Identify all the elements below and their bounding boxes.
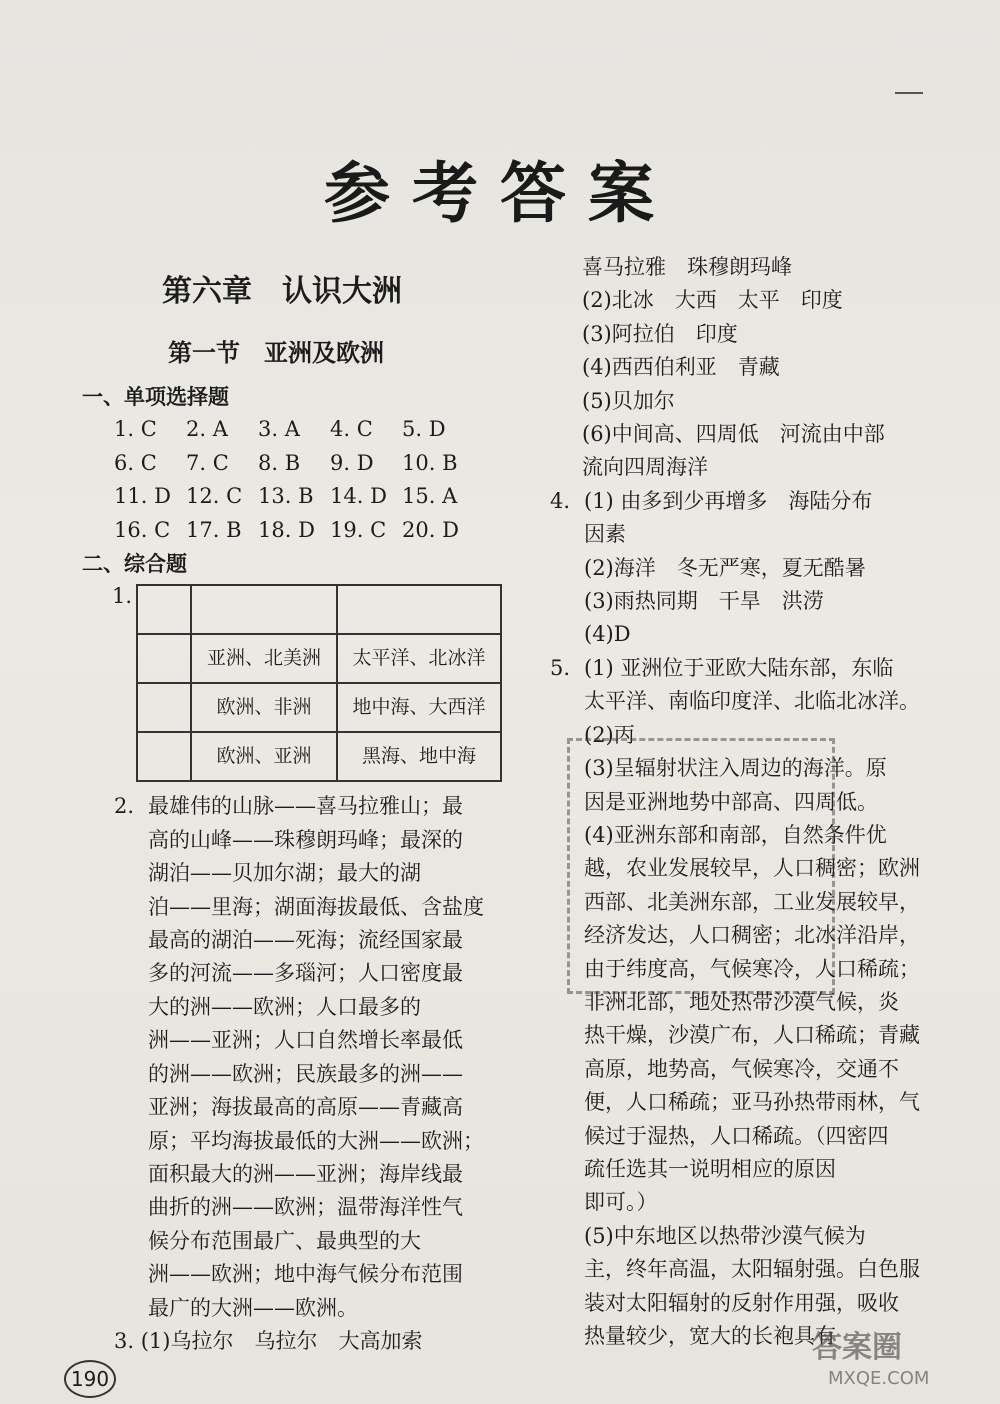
- q5-line: 疏任选其一说明相应的原因: [584, 1156, 836, 1181]
- table-cell: [137, 683, 191, 732]
- q5-line: 因是亚洲地势中部高、四周低。: [584, 789, 878, 814]
- q2-block: [114, 790, 502, 1325]
- answer-line: (6)中间高、四周低 河流由中部: [582, 422, 885, 447]
- q4-line: (1) 由多到少再增多 海陆分布: [584, 488, 873, 513]
- q2-line: 的洲——欧洲；民族最多的洲——: [148, 1061, 463, 1086]
- q5-line: 由于纬度高，气候寒冷，人口稀疏；: [584, 956, 920, 981]
- mc-answer: 15. A: [402, 484, 458, 509]
- q2-number: 2.: [114, 794, 135, 819]
- mc-answer: 3. A: [258, 417, 300, 442]
- q1-block: [112, 580, 502, 782]
- table-cell: [137, 732, 191, 781]
- q5-line: 热量较少，宽大的长袍具有: [584, 1324, 836, 1348]
- q5-line: (1) 亚洲位于亚欧大陆东部，东临: [584, 655, 894, 680]
- q5-number: 5.: [550, 655, 571, 680]
- answer-line: 流向四周海洋: [582, 455, 708, 480]
- mc-answer: 13. B: [258, 484, 314, 509]
- q2-line: 洲——欧洲；地中海气候分布范围: [148, 1262, 463, 1287]
- table-row: [137, 683, 501, 732]
- mc-answer: 14. D: [330, 484, 387, 509]
- q5-line: (3)呈辐射状注入周边的海洋。原: [584, 756, 887, 781]
- mc-answer: 17. B: [186, 517, 242, 542]
- q5-line: (4)亚洲东部和南部，自然条件优: [584, 822, 887, 847]
- q5-line: 主，终年高温，太阳辐射强。白色服: [584, 1257, 920, 1282]
- mc-answer: 18. D: [258, 517, 315, 542]
- table-cell: 欧洲、非洲: [191, 683, 337, 732]
- q4-number: 4.: [550, 488, 571, 513]
- q2-line: 最高的湖泊——死海；流经国家最: [148, 928, 463, 953]
- q2-text: [148, 790, 502, 1325]
- part1-heading: 一、单项选择题: [82, 384, 229, 409]
- mc-answer: 6. C: [114, 450, 157, 475]
- top-rule: [895, 92, 923, 94]
- q2-line: 最广的大洲——欧洲。: [148, 1295, 358, 1320]
- q4-block: [550, 485, 950, 652]
- answer-line: (2)北冰 大西 太平 印度: [582, 288, 843, 313]
- q5-line: 太平洋、南临印度洋、北临北冰洋。: [584, 689, 920, 714]
- q3-line: 3. (1)乌拉尔 乌拉尔 大高加索: [114, 1328, 423, 1353]
- mc-answer: 4. C: [330, 417, 373, 442]
- page-title: 参考答案: [324, 154, 676, 232]
- page-number: 190: [64, 1360, 116, 1398]
- watermark-url: MXQE.COM: [828, 1368, 930, 1389]
- watermark-logo: 答案圈: [812, 1330, 902, 1365]
- mc-answer: 20. D: [402, 517, 459, 542]
- answer-line: 喜马拉雅 珠穆朗玛峰: [582, 255, 792, 279]
- table-cell: 欧洲、亚洲: [191, 732, 337, 781]
- mc-answer: 19. C: [330, 517, 387, 542]
- q2-line: 洲——亚洲；人口自然增长率最低: [148, 1028, 463, 1053]
- table-cell: 亚洲、北美洲: [191, 634, 337, 683]
- q5-line: (5)中东地区以热带沙漠气候为: [584, 1223, 866, 1248]
- answer-line: (4)西西伯利亚 青藏: [582, 355, 780, 380]
- q4-line: (2)海洋 冬无严寒，夏无酷暑: [584, 555, 866, 580]
- q5-line: 越，农业发展较早，人口稠密；欧洲: [584, 856, 920, 881]
- q2-line: 面积最大的洲——亚洲；海岸线最: [148, 1161, 463, 1186]
- q2-line: 曲折的洲——欧洲；温带海洋性气: [148, 1195, 463, 1220]
- q2-line: 多的河流——多瑙河；人口密度最: [148, 961, 463, 986]
- q2-line: 大的洲——欧洲；人口最多的: [148, 994, 421, 1019]
- table-cell: [137, 585, 191, 634]
- table-row: [137, 732, 501, 781]
- stamp-mark: [567, 738, 835, 994]
- q2-line: 泊——里海；湖面海拔最低、含盐度: [148, 894, 484, 919]
- table-cell: [137, 634, 191, 683]
- q1-table: [136, 584, 502, 782]
- table-cell: [191, 585, 337, 634]
- q2-line: 亚洲；海拔最高的高原——青藏高: [148, 1095, 463, 1120]
- q5-line: 装对太阳辐射的反射作用强，吸收: [584, 1290, 899, 1315]
- q4-text: [584, 485, 950, 652]
- table-cell: 太平洋、北冰洋: [337, 634, 501, 683]
- mc-answers: [114, 413, 502, 547]
- q5-line: 经济发达，人口稠密；北冰洋沿岸，: [584, 923, 920, 948]
- q5-line: 候过于湿热，人口稀疏。（四密四: [584, 1123, 889, 1148]
- mc-answer: 1. C: [114, 417, 157, 442]
- table-cell: [337, 585, 501, 634]
- part2-heading: 二、综合题: [82, 551, 187, 577]
- answer-line: (5)贝加尔: [582, 388, 675, 413]
- mc-answer: 12. C: [186, 484, 243, 509]
- mc-answer: 10. B: [402, 450, 458, 475]
- table-cell: 地中海、大西洋: [337, 683, 501, 732]
- mc-answer: 7. C: [186, 450, 229, 475]
- section-heading: 第一节 亚洲及欧洲: [168, 338, 384, 367]
- q4-line: (3)雨热同期 干旱 洪涝: [584, 589, 824, 614]
- q5-line: 热干燥，沙漠广布，人口稀疏；青藏: [584, 1023, 920, 1048]
- q4-line: 因素: [584, 522, 626, 547]
- q2-line: 原；平均海拔最低的大洲——欧洲；: [148, 1128, 484, 1153]
- q2-line: 最雄伟的山脉——喜马拉雅山；最: [148, 794, 463, 819]
- q5-line: 便，人口稀疏；亚马孙热带雨林，气: [584, 1090, 920, 1115]
- mc-answer: 2. A: [186, 417, 228, 442]
- mc-answer: 5. D: [402, 417, 446, 442]
- left-column: [82, 380, 502, 1358]
- q2-line: 湖泊——贝加尔湖；最大的湖: [148, 861, 421, 886]
- mc-answer: 8. B: [258, 450, 301, 475]
- table-cell: 黑海、地中海: [337, 732, 501, 781]
- chapter-heading: 第六章 认识大洲: [162, 274, 402, 309]
- q5-line: 即可。）: [584, 1190, 658, 1215]
- q5-line: (2)丙: [584, 722, 635, 747]
- mc-answer: 11. D: [114, 484, 171, 509]
- q2-line: 高的山峰——珠穆朗玛峰；最深的: [148, 827, 463, 852]
- mc-answer: 16. C: [114, 517, 171, 542]
- answer-line: (3)阿拉伯 印度: [582, 321, 738, 346]
- q1-number: 1.: [112, 584, 133, 609]
- q5-line: 高原，地势高，气候寒冷，交通不: [584, 1056, 899, 1081]
- table-row: [137, 585, 501, 634]
- q2-line: 候分布范围最广、最典型的大: [148, 1228, 421, 1253]
- q3-continued: [582, 251, 950, 485]
- q4-line: (4)D: [584, 622, 631, 647]
- mc-answer: 9. D: [330, 450, 374, 475]
- table-row: [137, 634, 501, 683]
- q5-line: 非洲北部，地处热带沙漠气候，炎: [584, 989, 899, 1014]
- q5-line: 西部、北美洲东部，工业发展较早，: [584, 889, 920, 914]
